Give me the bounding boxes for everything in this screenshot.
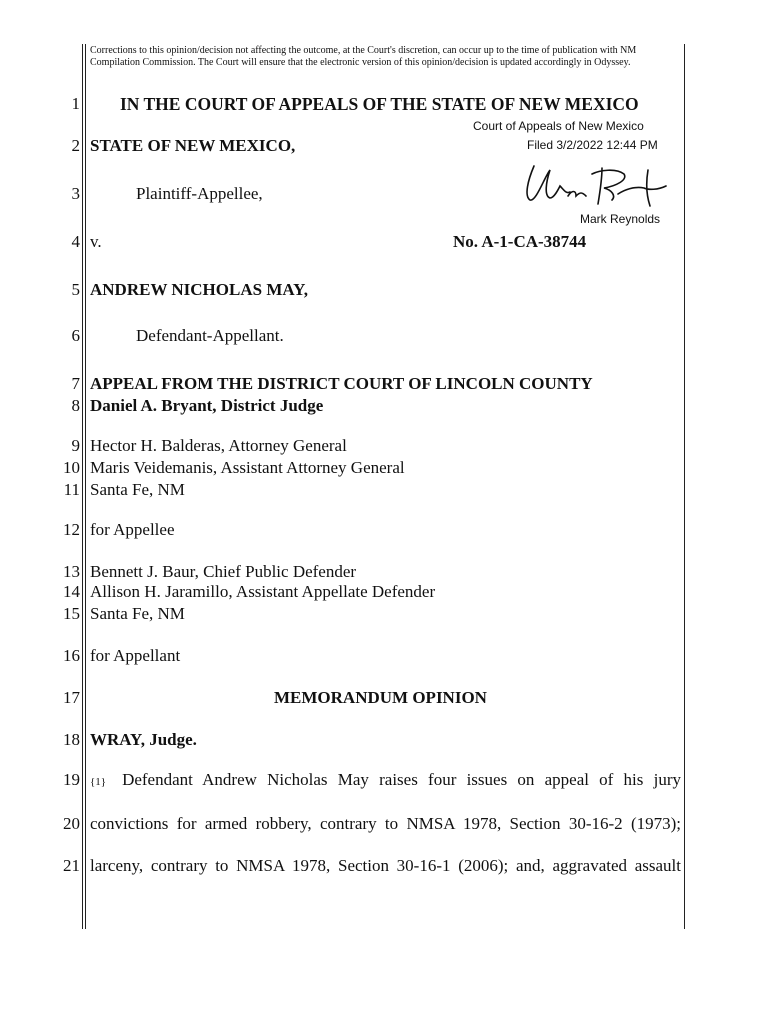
line-number: 16 [63, 646, 80, 665]
stamp-clerk: Mark Reynolds [580, 212, 661, 226]
appellant-counsel-line: Bennett J. Baur, Chief Public Defender [90, 562, 357, 581]
left-margin-rule-inner [85, 44, 86, 929]
plaintiff-name: STATE OF NEW MEXICO, [90, 136, 296, 155]
defendant-name: ANDREW NICHOLAS MAY, [90, 280, 309, 299]
defendant-role: Defendant-Appellant. [136, 326, 284, 345]
opinion-author: WRAY, Judge. [90, 730, 197, 749]
line-number: 9 [71, 436, 80, 455]
court-title: IN THE COURT OF APPEALS OF THE STATE OF NEW MEXICO [120, 94, 639, 114]
appellee-counsel-line: Hector H. Balderas, Attorney General [90, 436, 347, 455]
for-appellee: for Appellee [90, 520, 175, 539]
line-number: 20 [63, 814, 80, 833]
line-number: 13 [63, 562, 80, 581]
line-number: 2 [71, 136, 80, 155]
line-number: 10 [63, 458, 80, 477]
plaintiff-role: Plaintiff-Appellee, [136, 184, 263, 203]
left-margin-rule-outer [82, 44, 83, 929]
appeal-from: APPEAL FROM THE DISTRICT COURT OF LINCOLN COUNTY [90, 374, 593, 393]
opinion-line: convictions for armed robbery, contrary to NMSA 1978, Section 30-16-2 (1973); [90, 814, 681, 833]
line-number: 5 [71, 280, 80, 299]
line-number: 14 [63, 582, 80, 601]
opinion-heading: MEMORANDUM OPINION [274, 688, 487, 707]
line-number: 4 [71, 232, 80, 251]
correction-notice: Corrections to this opinion/decision not affecting the outcome, at the Court's discretion, can occur up to the time of publication with NM Compilation Commission. The Court will ensure that the electronic version of this opinion/decision is updated accordingly in Odyssey. [90, 45, 637, 68]
appellee-counsel-line: Maris Veidemanis, Assistant Attorney General [90, 458, 405, 477]
appellant-counsel-line: Santa Fe, NM [90, 604, 185, 623]
appellee-counsel-line: Santa Fe, NM [90, 480, 185, 499]
line-number: 15 [63, 604, 80, 623]
opinion-line [90, 770, 681, 792]
opinion-line-text: Defendant Andrew Nicholas May raises four issues on appeal of his jury [122, 770, 681, 789]
district-judge: Daniel A. Bryant, District Judge [90, 396, 324, 415]
for-appellant: for Appellant [90, 646, 181, 665]
line-number: 6 [71, 326, 80, 345]
line-number: 1 [71, 94, 80, 113]
right-margin-rule [684, 44, 685, 929]
line-number: 12 [63, 520, 80, 539]
line-number: 18 [63, 730, 80, 749]
stamp-filed: Filed 3/2/2022 12:44 PM [527, 138, 658, 152]
line-number: 17 [63, 688, 80, 707]
versus: v. [90, 232, 102, 251]
line-number: 19 [63, 770, 80, 789]
paragraph-marker: {1} [90, 776, 107, 788]
line-number: 21 [63, 856, 80, 875]
case-number: No. A-1-CA-38744 [453, 232, 587, 251]
appellant-counsel-line: Allison H. Jaramillo, Assistant Appellate Defender [90, 582, 436, 601]
stamp-court: Court of Appeals of New Mexico [473, 119, 644, 133]
opinion-line: larceny, contrary to NMSA 1978, Section 30-16-1 (2006); and, aggravated assault [90, 856, 681, 875]
line-number: 7 [71, 374, 80, 393]
line-number: 11 [63, 480, 80, 499]
line-number: 8 [71, 396, 80, 415]
line-number: 3 [71, 184, 80, 203]
clerk-signature [520, 160, 670, 212]
